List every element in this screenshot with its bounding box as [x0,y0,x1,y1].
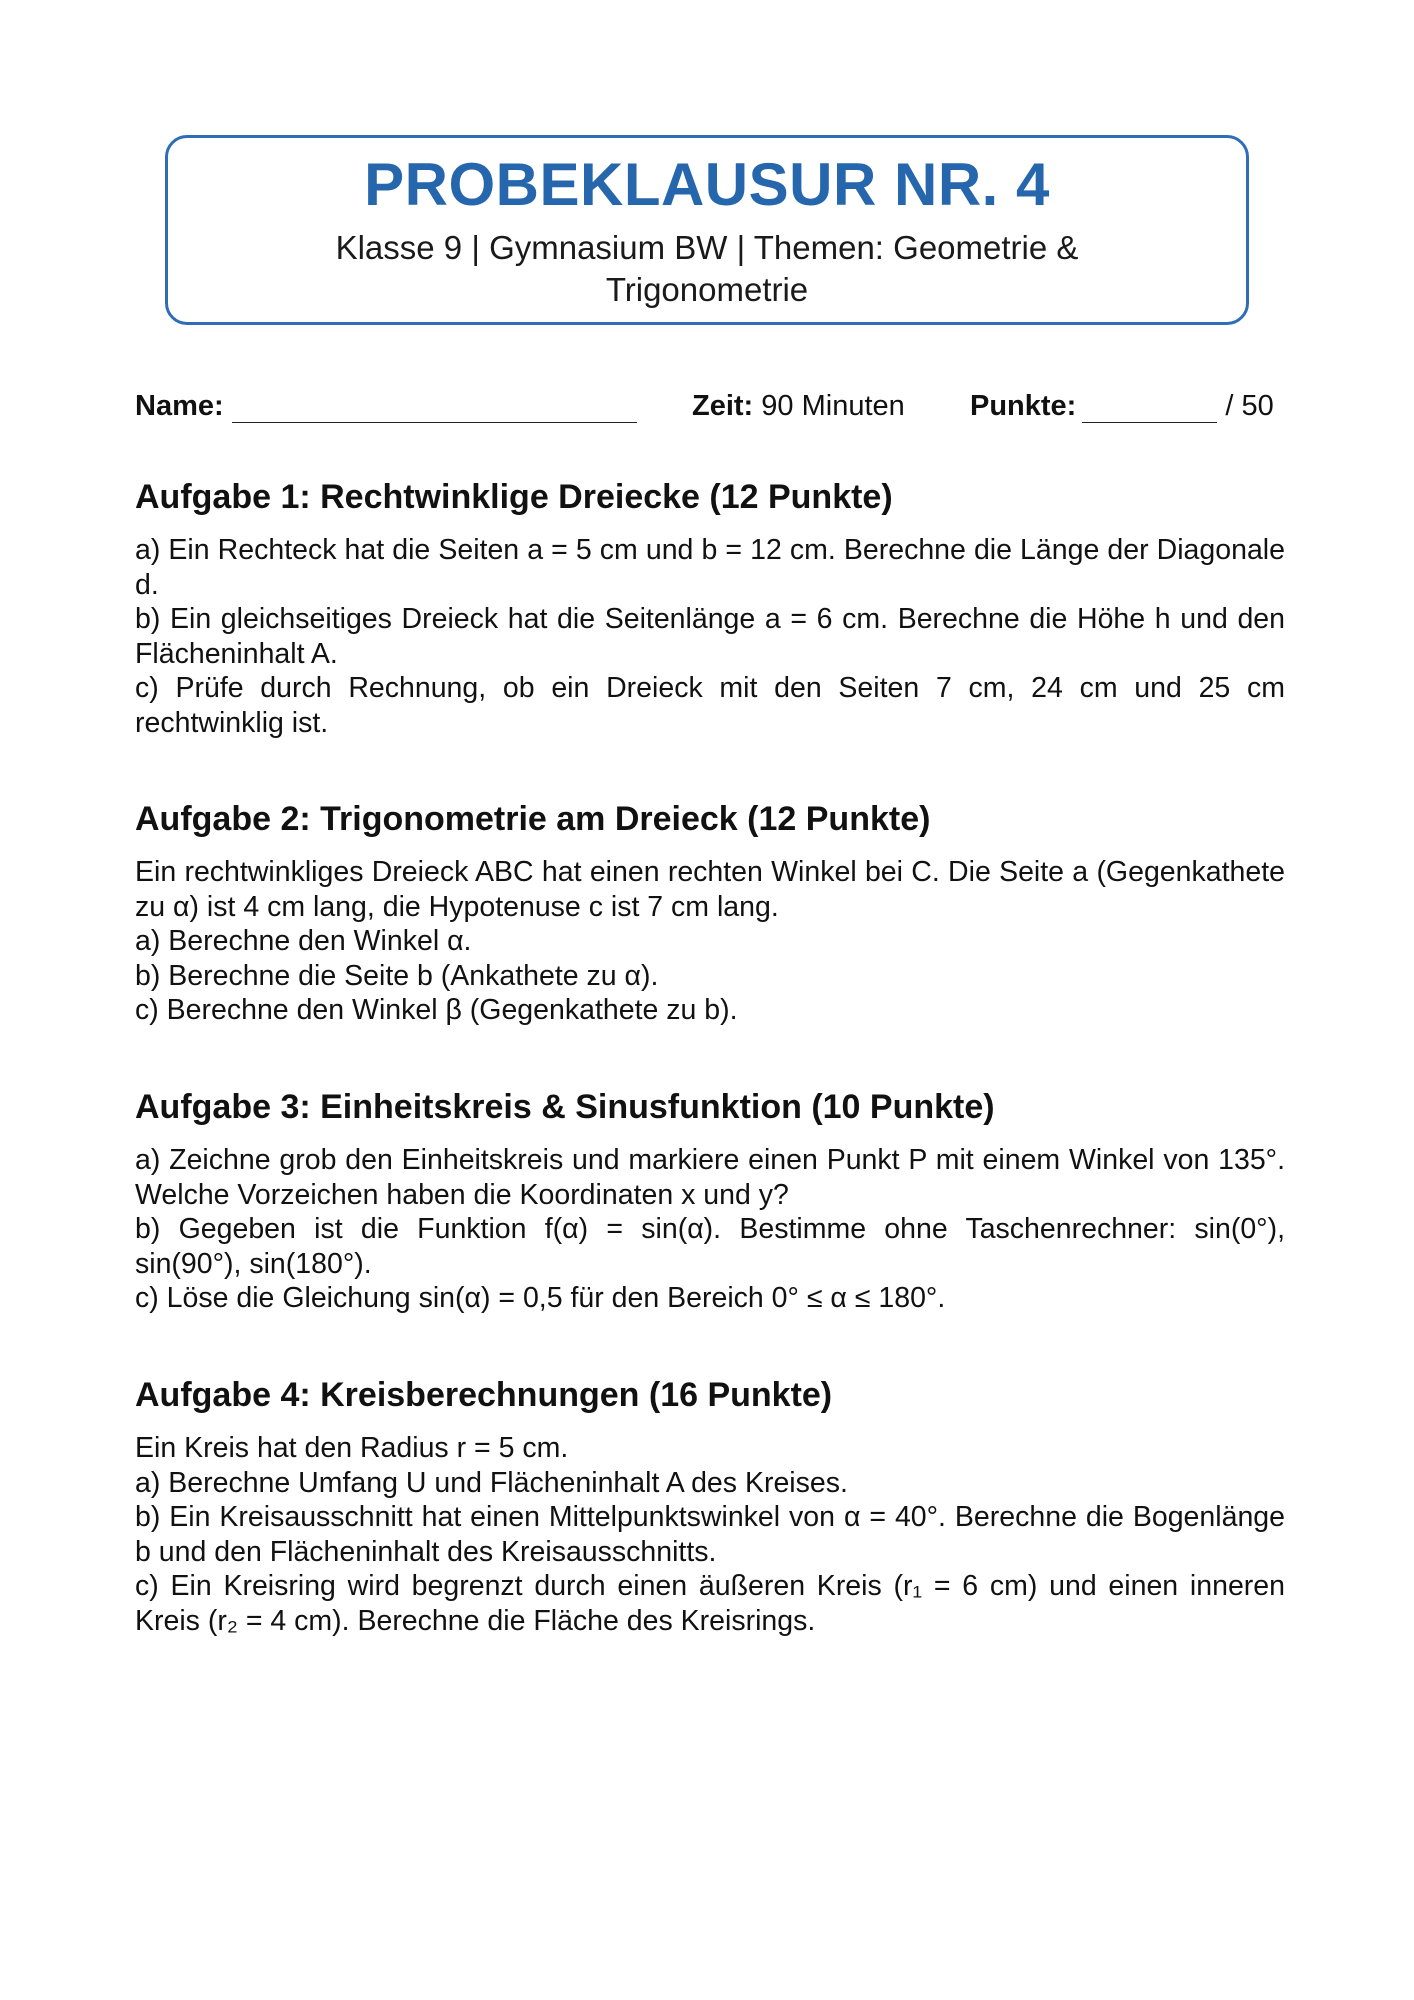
points-total: / 50 [1225,390,1274,422]
points-label: Punkte: [970,390,1077,422]
header-box [165,135,1249,325]
task-2 [135,800,1285,1028]
name-field[interactable] [135,390,637,423]
info-row [135,390,1285,430]
task-title: Aufgabe 4: Kreisberechnungen (16 Punkte) [135,1376,833,1414]
task-line: c) Ein Kreisring wird begrenzt durch einen äußeren Kreis (r₁ = 6 cm) und einen inneren Kreis (r₂ = 4 cm). Berechne die Fläche des Kreisrings. [135,1570,1285,1637]
task-line: a) Zeichne grob den Einheitskreis und markiere einen Punkt P mit einem Winkel von 135°. Welche Vorzeichen haben die Koordinaten x und y? [135,1144,1285,1211]
name-blank-line[interactable] [232,392,637,423]
task-3 [135,1088,1285,1316]
task-line: b) Berechne die Seite b (Ankathete zu α). [135,959,659,992]
task-line: c) Prüfe durch Rechnung, ob ein Dreieck mit den Seiten 7 cm, 24 cm und 25 cm rechtwinklig ist. [135,672,1285,739]
task-line: a) Berechne den Winkel α. [135,925,472,957]
task-1 [135,478,1285,740]
task-line: a) Berechne Umfang U und Flächeninhalt A des Kreises. [135,1466,848,1499]
task-line: Ein rechtwinkliges Dreieck ABC hat einen rechten Winkel bei C. Die Seite a (Gegenkathete zu α) ist 4 cm lang, die Hypotenuse c ist 7 cm lang. [135,856,1285,923]
points-blank-line[interactable] [1082,392,1217,423]
name-label: Name: [135,390,224,422]
page-title: PROBEKLAUSUR NR. 4 [364,151,1050,218]
task-title: Aufgabe 1: Rechtwinklige Dreiecke (12 Punkte) [135,478,893,516]
time-info [692,390,905,423]
task-line: a) Ein Rechteck hat die Seiten a = 5 cm und b = 12 cm. Berechne die Länge der Diagonale d. [135,534,1285,601]
task-line: c) Berechne den Winkel β (Gegenkathete zu b). [135,994,738,1026]
time-value: 90 Minuten [761,390,905,422]
task-4 [135,1376,1285,1638]
task-title: Aufgabe 3: Einheitskreis & Sinusfunktion (10 Punkte) [135,1088,995,1126]
task-line: Ein Kreis hat den Radius r = 5 cm. [135,1432,569,1464]
task-line: b) Gegeben ist die Funktion f(α) = sin(α). Bestimme ohne Taschenrechner: sin(0°), sin(90°), sin(180°). [135,1213,1285,1280]
page-subtitle: Klasse 9 | Gymnasium BW | Themen: Geometrie & Trigonometrie [335,229,1079,308]
task-line: c) Löse die Gleichung sin(α) = 0,5 für den Bereich 0° ≤ α ≤ 180°. [135,1282,946,1314]
points-field[interactable] [970,390,1274,423]
task-title: Aufgabe 2: Trigonometrie am Dreieck (12 Punkte) [135,800,931,838]
task-line: b) Ein Kreisausschnitt hat einen Mittelpunktswinkel von α = 40°. Berechne die Bogenlänge b und den Flächeninhalt des Kreisausschnitts. [135,1501,1285,1568]
task-line: b) Ein gleichseitiges Dreieck hat die Seitenlänge a = 6 cm. Berechne die Höhe h und den Flächeninhalt A. [135,603,1285,670]
time-label: Zeit: [692,390,754,422]
